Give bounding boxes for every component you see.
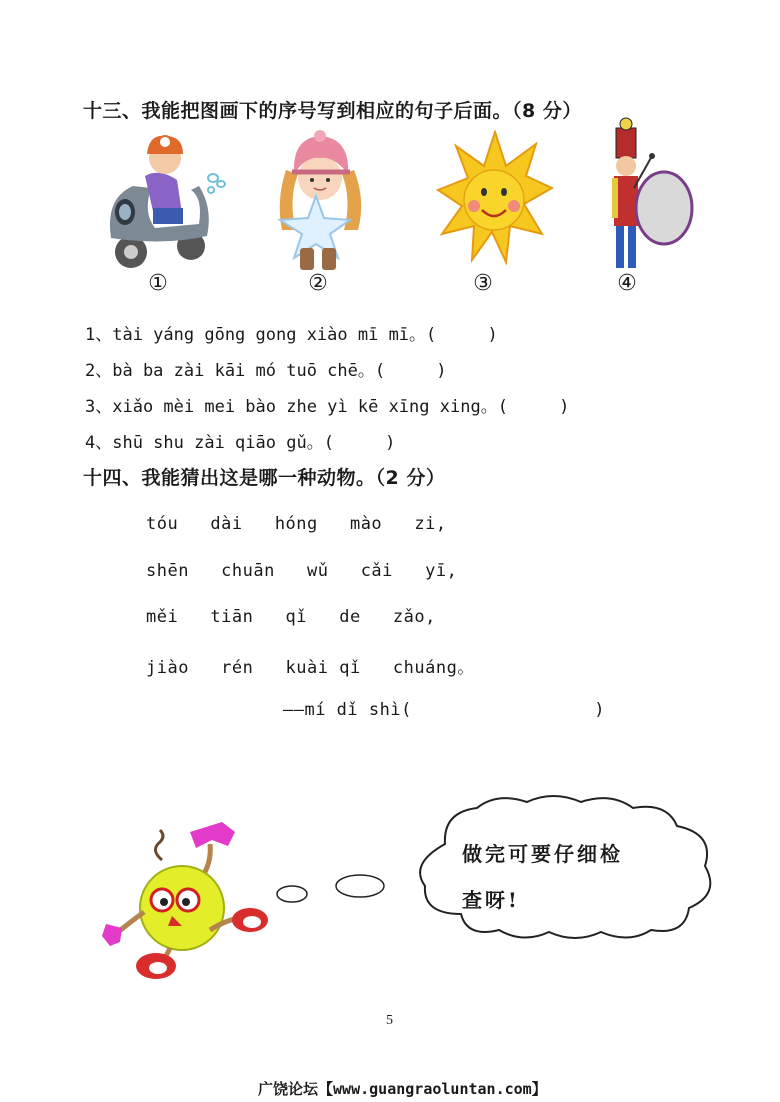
speech-cloud xyxy=(405,790,725,944)
page-number: 5 xyxy=(386,1013,393,1028)
drummer-image xyxy=(604,116,696,274)
picture-label-2: ② xyxy=(308,271,328,296)
thought-dots xyxy=(268,868,388,908)
picture-label-3: ③ xyxy=(473,271,493,296)
sentence-4: 4、shū shu zài qiāo gǔ。( ) xyxy=(85,433,396,453)
scooter-rider-image xyxy=(103,128,235,274)
sentence-2: 2、bà ba zài kāi mó tuō chē。( ) xyxy=(85,361,447,381)
girl-with-star-image xyxy=(268,130,374,272)
riddle-answer: ——mí dǐ shì( ) xyxy=(283,700,606,720)
sentence-3: 3、xiǎo mèi mei bào zhe yì kē xīng xing。( ) xyxy=(85,397,570,417)
picture-label-4: ④ xyxy=(617,271,637,296)
section-13-title: 十三、我能把图画下的序号写到相应的句子后面。（8 分） xyxy=(83,100,582,122)
section-14-title: 十四、我能猜出这是哪一种动物。（2 分） xyxy=(83,467,446,489)
footer-url[interactable]: www.guangraoluntan.com xyxy=(333,1080,532,1098)
footer-prefix: 广饶论坛【 xyxy=(258,1080,334,1098)
bubble-text-line-2: 查呀! xyxy=(462,888,520,912)
riddle-line-2: shēn chuān wǔ cǎi yī, xyxy=(146,561,458,581)
riddle-line-3: měi tiān qǐ de zǎo, xyxy=(146,607,436,627)
footer-suffix: 】 xyxy=(531,1080,547,1098)
cartoon-character-image xyxy=(100,820,275,982)
riddle-line-1: tóu dài hóng mào zi, xyxy=(146,514,447,534)
riddle-line-4: jiào rén kuài qǐ chuáng。 xyxy=(146,658,475,678)
bubble-text-line-1: 做完可要仔细检 xyxy=(462,842,623,866)
footer xyxy=(258,1078,547,1099)
sentence-1: 1、tài yáng gōng gong xiào mī mī。( ) xyxy=(85,325,498,345)
smiling-sun-image xyxy=(436,130,554,268)
picture-label-1: ① xyxy=(148,271,168,296)
